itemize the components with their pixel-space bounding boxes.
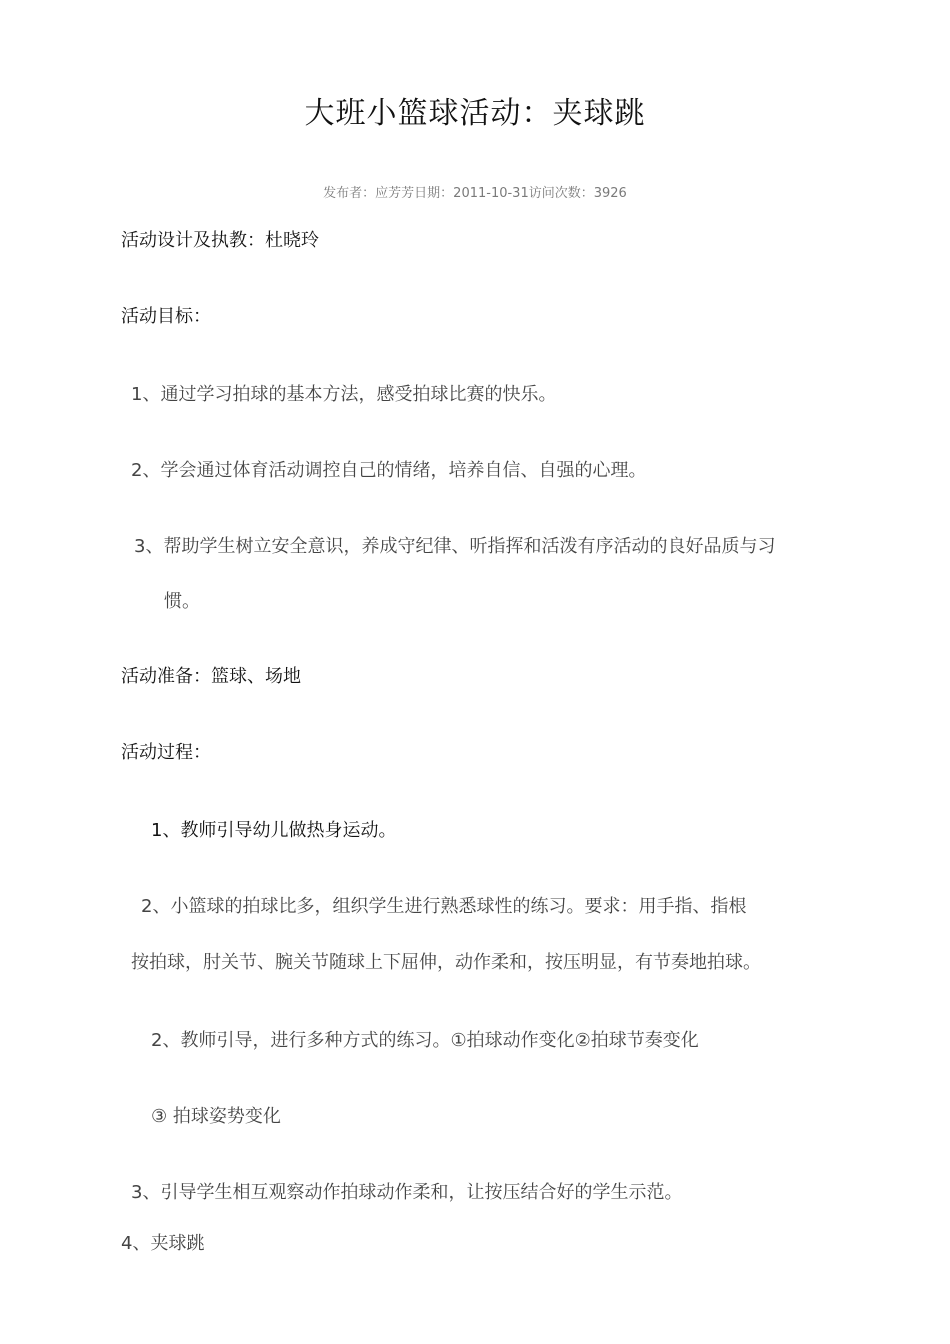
designer-line: 活动设计及执教：杜晓玲 bbox=[121, 230, 319, 251]
process-step: 2、小篮球的拍球比多，组织学生进行熟悉球性的练习。要求：用手指、指根 bbox=[141, 896, 747, 917]
process-step: 3、引导学生相互观察动作拍球动作柔和，让按压结合好的学生示范。 bbox=[131, 1182, 683, 1203]
page-title: 大班小篮球活动：夹球跳 bbox=[304, 96, 646, 131]
goal-item: 3、帮助学生树立安全意识，养成守纪律、听指挥和活泼有序活动的良好品质与习 bbox=[134, 536, 776, 557]
preparation-line: 活动准备：篮球、场地 bbox=[121, 666, 301, 687]
process-heading: 活动过程： bbox=[121, 742, 211, 763]
process-step: 4、夹球跳 bbox=[121, 1233, 205, 1254]
goal-item: 1、通过学习拍球的基本方法，感受拍球比赛的快乐。 bbox=[131, 384, 557, 405]
publish-meta: 发布者：应芳芳日期：2011-10-31访问次数：3926 bbox=[323, 186, 627, 201]
goal-item-continuation: 惯。 bbox=[164, 591, 200, 612]
goal-item: 2、学会通过体育活动调控自己的情绪，培养自信、自强的心理。 bbox=[131, 460, 647, 481]
process-step: 2、教师引导，进行多种方式的练习。①拍球动作变化②拍球节奏变化 bbox=[151, 1030, 699, 1051]
process-step-continuation: 按拍球，肘关节、腕关节随球上下屈伸，动作柔和，按压明显，有节奏地拍球。 bbox=[131, 952, 761, 973]
process-step: 1、教师引导幼儿做热身运动。 bbox=[151, 820, 397, 841]
process-step-continuation: ③ 拍球姿势变化 bbox=[151, 1106, 281, 1127]
goals-heading: 活动目标： bbox=[121, 306, 211, 327]
